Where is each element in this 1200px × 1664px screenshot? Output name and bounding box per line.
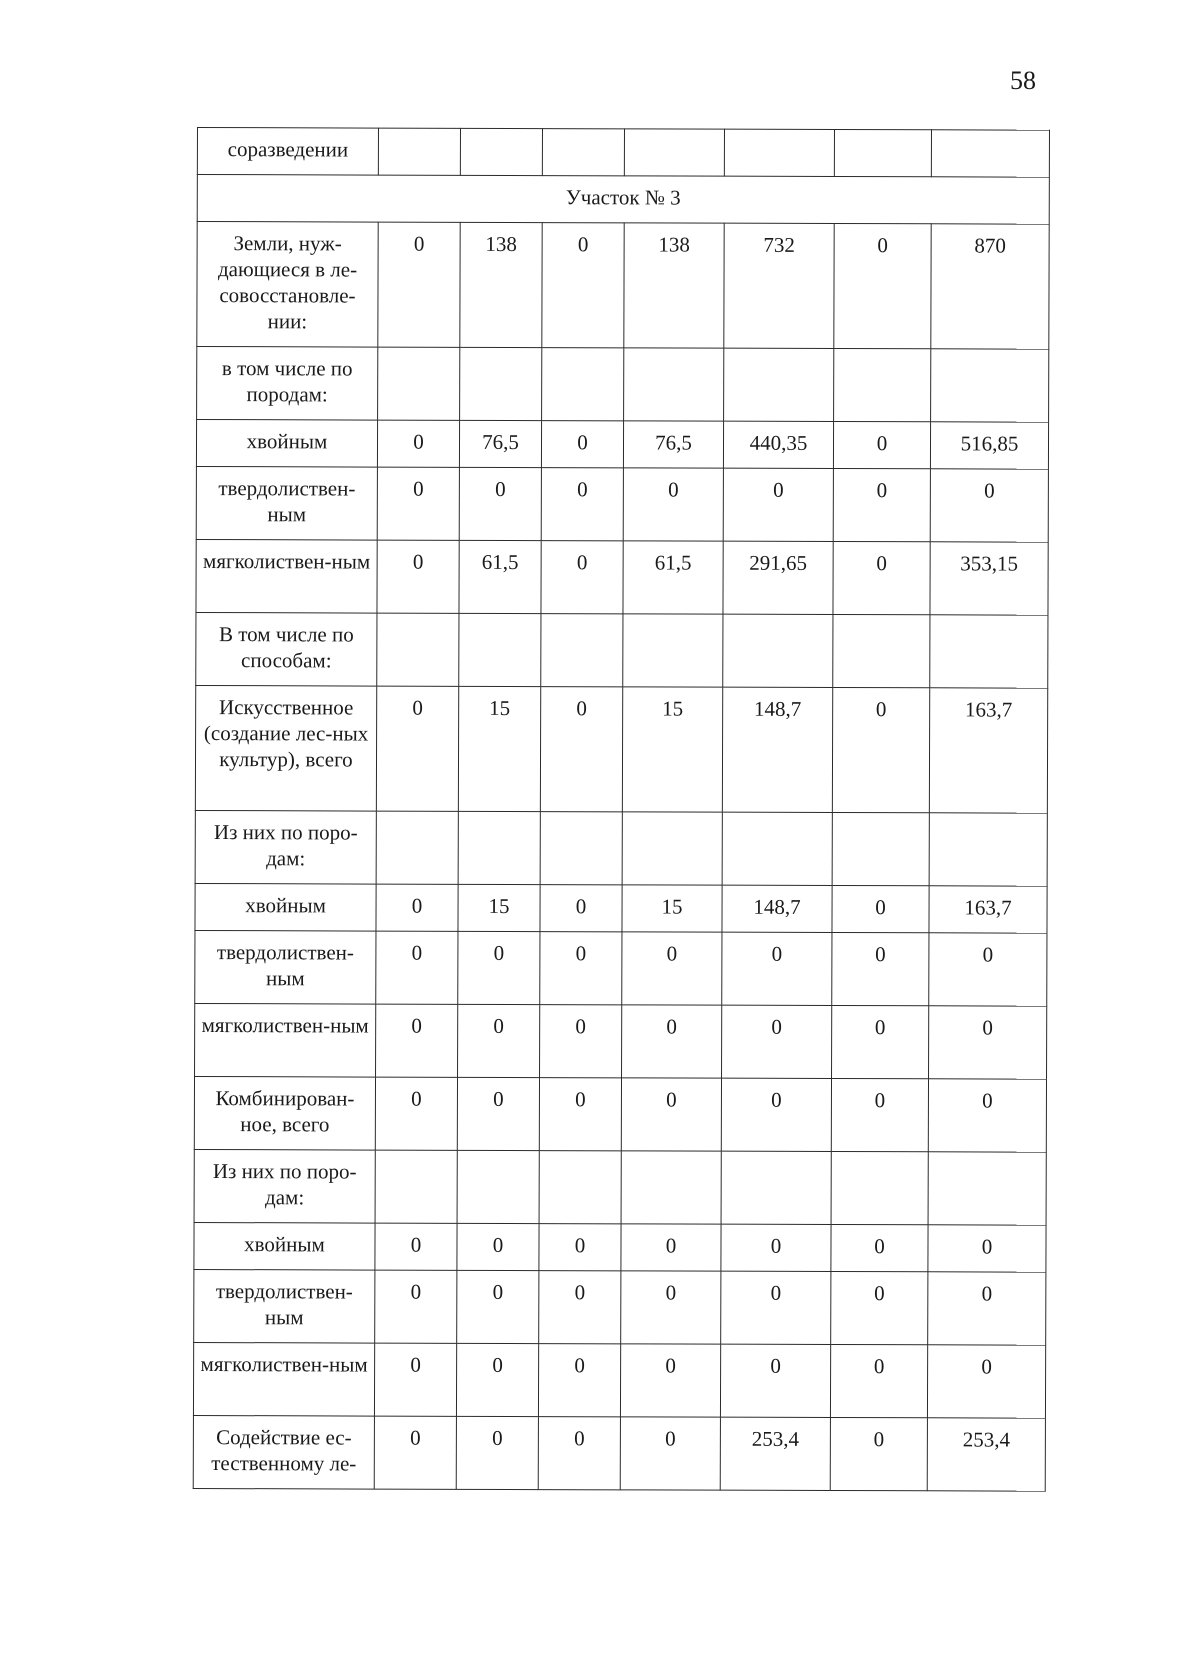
table-cell: 0 [538, 1417, 620, 1490]
table-cell: 0 [621, 1078, 721, 1151]
table-cell [459, 613, 541, 686]
row-label: Искусственное (создание лес-ных культур), всего [195, 685, 376, 811]
table-cell: 0 [929, 1006, 1047, 1079]
table-cell: 0 [457, 1223, 539, 1270]
table-cell: 148,7 [722, 885, 832, 932]
table-cell: 353,15 [930, 542, 1048, 615]
table-cell: 0 [376, 931, 458, 1004]
section-header-row [197, 175, 1049, 225]
table-cell [834, 349, 931, 422]
table-cell: 0 [540, 932, 622, 1005]
table-cell: 76,5 [623, 421, 723, 468]
table-cell: 0 [458, 1004, 540, 1077]
page-number: 58 [1010, 66, 1036, 95]
row-label: хвойным [195, 883, 376, 931]
row-label: хвойным [194, 1222, 375, 1270]
row-label: мягколиствен-ным [196, 539, 377, 613]
table-row [197, 128, 1049, 178]
row-label: хвойным [196, 420, 377, 468]
table-cell: 0 [832, 932, 929, 1005]
table-cell: 0 [374, 1416, 456, 1489]
table-cell: 0 [539, 1224, 621, 1271]
table-cell: 0 [378, 222, 460, 347]
table-cell [539, 1151, 621, 1224]
table-cell [375, 1150, 457, 1223]
table-cell: 15 [622, 687, 722, 812]
table-cell: 0 [833, 422, 930, 469]
table-cell: 61,5 [623, 541, 723, 614]
row-label: в том числе по породам: [197, 347, 378, 421]
table-cell: 0 [539, 1078, 621, 1151]
table-cell: 0 [621, 1271, 721, 1344]
table-cell: 0 [375, 1270, 457, 1343]
row-label: твердолиствен-ным [195, 930, 376, 1004]
table-cell: 148,7 [722, 687, 832, 812]
table-cell: 0 [540, 1005, 622, 1078]
table-cell: 0 [721, 1271, 831, 1344]
table-cell: 0 [456, 1416, 538, 1489]
section-title: Участок № 3 [197, 175, 1049, 225]
table-cell: 0 [459, 467, 541, 540]
table-cell: 0 [832, 885, 929, 932]
table-cell: 138 [460, 222, 542, 347]
table-cell: 440,35 [723, 421, 833, 468]
table-cell: 0 [930, 469, 1048, 542]
table-cell [831, 1151, 928, 1224]
table-cell: 0 [927, 1345, 1045, 1418]
table-row [195, 930, 1047, 1006]
table-cell: 0 [722, 932, 832, 1005]
table-cell [724, 129, 834, 176]
table-cell: 0 [376, 884, 458, 931]
table-cell: 0 [834, 224, 931, 349]
table-cell: 0 [622, 932, 722, 1005]
table-row [197, 222, 1049, 350]
table-cell: 0 [830, 1344, 927, 1417]
table-cell [721, 1151, 831, 1224]
table-cell: 0 [832, 1005, 929, 1078]
table-cell: 0 [377, 467, 459, 540]
table-cell [930, 615, 1048, 688]
table-cell [931, 130, 1049, 177]
row-label: В том числе по способам: [196, 612, 377, 686]
table-row [194, 1149, 1046, 1225]
table-cell: 0 [928, 1079, 1046, 1152]
table-cell [542, 129, 624, 176]
table-cell: 0 [623, 468, 723, 541]
table-cell: 0 [831, 1224, 928, 1271]
table-cell: 0 [457, 1270, 539, 1343]
table-cell: 732 [724, 223, 834, 348]
table-cell: 163,7 [929, 688, 1047, 813]
table-cell: 0 [833, 469, 930, 542]
table-cell [722, 812, 832, 885]
table-row [196, 466, 1048, 542]
table-cell: 0 [542, 223, 624, 348]
table-cell: 61,5 [459, 540, 541, 613]
table-cell: 0 [458, 931, 540, 1004]
table-cell: 138 [624, 223, 724, 348]
table-cell [723, 614, 833, 687]
table-cell [377, 613, 459, 686]
table-cell: 15 [458, 884, 540, 931]
table-cell: 0 [541, 541, 623, 614]
table-cell [460, 128, 542, 175]
table-cell: 0 [539, 1271, 621, 1344]
table-cell: 0 [723, 468, 833, 541]
table-cell [540, 812, 622, 885]
table-cell: 0 [831, 1078, 928, 1151]
table-cell: 0 [376, 686, 458, 811]
table-cell: 0 [456, 1343, 538, 1416]
row-label: твердолиствен-ным [196, 466, 377, 540]
table-cell: 0 [541, 421, 623, 468]
table-cell: 15 [458, 686, 540, 811]
row-label: Содействие ес-тественному ле- [193, 1415, 374, 1489]
table-cell: 0 [833, 542, 930, 615]
table-row [196, 612, 1048, 688]
table-cell [376, 811, 458, 884]
table-cell [833, 615, 930, 688]
table-cell: 0 [832, 688, 929, 813]
row-label: мягколиствен-ным [193, 1342, 374, 1416]
table-cell: 0 [375, 1077, 457, 1150]
table-cell [457, 1150, 539, 1223]
table-cell: 0 [721, 1224, 831, 1271]
table-cell [378, 347, 460, 420]
table-cell: 0 [620, 1417, 720, 1490]
row-label: Комбинирован-ное, всего [194, 1076, 375, 1150]
table-cell: 0 [377, 540, 459, 613]
table-row [193, 1342, 1045, 1418]
table-cell [834, 130, 931, 177]
table-row [196, 420, 1048, 470]
table-cell: 163,7 [929, 886, 1047, 933]
table-cell [928, 1152, 1046, 1225]
table-cell: 0 [377, 420, 459, 467]
row-label: соразведении [197, 128, 378, 176]
table-cell: 0 [929, 933, 1047, 1006]
table-cell [542, 348, 624, 421]
table-row [195, 810, 1047, 886]
table-cell [929, 813, 1047, 886]
table-cell: 0 [830, 1417, 927, 1490]
table-cell: 0 [457, 1077, 539, 1150]
forest-restoration-table [193, 127, 1050, 1492]
table-cell [624, 129, 724, 176]
table-row [195, 685, 1047, 813]
table-cell: 0 [541, 468, 623, 541]
table-cell: 0 [928, 1225, 1046, 1272]
table-cell: 870 [931, 224, 1049, 349]
table-cell: 0 [374, 1343, 456, 1416]
row-label: мягколиствен-ным [195, 1003, 376, 1077]
table-cell [541, 614, 623, 687]
table-cell: 0 [721, 1078, 831, 1151]
table-cell: 0 [722, 1005, 832, 1078]
row-label: твердолиствен-ным [194, 1269, 375, 1343]
table-cell: 0 [720, 1344, 830, 1417]
table-cell [624, 348, 724, 421]
table-cell [931, 349, 1049, 422]
table-cell: 253,4 [720, 1417, 830, 1490]
table-cell [460, 347, 542, 420]
table-cell [622, 812, 722, 885]
table-cell: 0 [540, 885, 622, 932]
table-cell: 253,4 [927, 1418, 1045, 1491]
table-row [194, 1076, 1046, 1152]
table-cell [724, 348, 834, 421]
table-cell: 0 [375, 1223, 457, 1270]
table-cell: 516,85 [930, 422, 1048, 469]
table-cell: 0 [831, 1271, 928, 1344]
table-cell: 0 [622, 1005, 722, 1078]
table-row [196, 539, 1048, 615]
table-cell: 15 [622, 885, 722, 932]
table-cell: 0 [621, 1224, 721, 1271]
table-cell: 291,65 [723, 541, 833, 614]
table-row [194, 1222, 1046, 1272]
table-cell: 0 [928, 1272, 1046, 1345]
table-cell: 0 [538, 1344, 620, 1417]
table-cell [621, 1151, 721, 1224]
table-row [194, 1269, 1046, 1345]
table-row [195, 883, 1047, 933]
table-cell [623, 614, 723, 687]
row-label: Земли, нуж-дающиеся в ле-совосстановле-нии: [197, 222, 378, 348]
table-cell: 0 [376, 1004, 458, 1077]
table-cell: 0 [620, 1344, 720, 1417]
table-cell [458, 811, 540, 884]
row-label: Из них по поро-дам: [194, 1149, 375, 1223]
table-cell: 0 [540, 687, 622, 812]
table-row [195, 1003, 1047, 1079]
table-row [193, 1415, 1045, 1491]
row-label: Из них по поро-дам: [195, 810, 376, 884]
table-cell [832, 812, 929, 885]
table-cell: 76,5 [459, 420, 541, 467]
table-row [197, 347, 1049, 423]
table-cell [378, 128, 460, 175]
